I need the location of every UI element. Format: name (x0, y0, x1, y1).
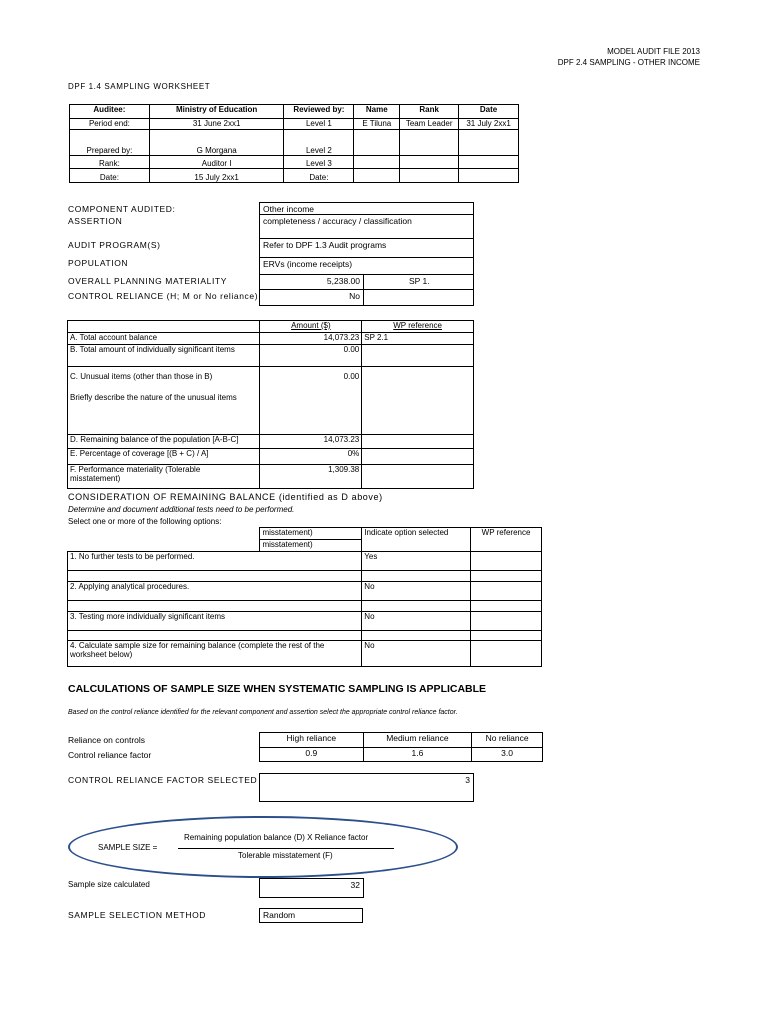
info-cell (459, 169, 519, 183)
consideration-sub2: Select one or more of the following options: (68, 517, 222, 526)
info-cell: Level 3 (284, 156, 354, 169)
info-header-auditee: Auditee: (70, 105, 150, 119)
options-spacer (68, 571, 362, 582)
options-spacer (68, 631, 362, 641)
options-spacer (471, 571, 542, 582)
formula-lhs: SAMPLE SIZE = (98, 843, 158, 852)
row-a-ref: SP 2.1 (362, 333, 474, 345)
info-cell (354, 169, 400, 183)
selection-method-value: Random (259, 908, 363, 923)
label-population: POPULATION (68, 258, 129, 268)
info-cell (400, 156, 459, 169)
row-b-ref (362, 345, 474, 367)
formula-denominator: Tolerable misstatement (F) (238, 851, 333, 860)
row-e-label: E. Percentage of coverage [(B + C) / A] (68, 449, 260, 465)
row-f-ref (362, 465, 474, 489)
row-c-ref (362, 367, 474, 435)
row-c-label (68, 367, 260, 435)
row-d-label: D. Remaining balance of the population [A-B-C] (68, 435, 260, 449)
reliance-value: No (259, 289, 364, 306)
info-cell (459, 130, 519, 156)
options-blank (68, 540, 260, 552)
indicate-header: Indicate option selected (362, 528, 471, 552)
amount-header: Amount ($) (260, 321, 362, 333)
label-assertion: ASSERTION (68, 216, 123, 226)
option-4-line2: worksheet below) (70, 650, 133, 659)
selection-method-label: SAMPLE SELECTION METHOD (68, 910, 207, 920)
option-3-label: 3. Testing more individually significant items (68, 612, 362, 631)
factor-selected-label: CONTROL RELIANCE FACTOR SELECTED (68, 775, 258, 785)
info-cell (459, 156, 519, 169)
sample-size-label: Sample size calculated (68, 880, 150, 889)
info-cell: 31 July 2xx1 (459, 119, 519, 130)
option-2-label: 2. Applying analytical procedures. (68, 582, 362, 601)
options-spacer (471, 631, 542, 641)
misstatement-cell-1: misstatement) (260, 528, 362, 540)
row-c-desc: Briefly describe the nature of the unusual items (70, 393, 237, 402)
materiality-value: 5,238.00 (259, 274, 364, 290)
option-1-label: 1. No further tests to be performed. (68, 552, 362, 571)
balance-table (67, 320, 474, 489)
no-reliance-header: No reliance (472, 733, 543, 748)
info-cell: 15 July 2xx1 (149, 169, 284, 183)
label-control-reliance: CONTROL RELIANCE (H; M or No reliance) (68, 291, 259, 301)
info-cell: Date: (284, 169, 354, 183)
row-b-label: B. Total amount of individually significant items (68, 345, 260, 367)
sample-size-value: 32 (259, 878, 364, 898)
formula-divider (178, 848, 394, 849)
info-cell (354, 130, 400, 156)
component-value: Other income (259, 202, 474, 215)
option-4-value: No (362, 641, 471, 667)
row-f-line2: misstatement) (70, 474, 121, 483)
label-component-audited: COMPONENT AUDITED: (68, 204, 176, 214)
info-cell (400, 169, 459, 183)
options-table (67, 527, 542, 667)
info-header-date: Date (459, 105, 519, 119)
option-4-line1: 4. Calculate sample size for remaining balance (complete the rest of the (70, 641, 325, 650)
assertion-value: completeness / accuracy / classification (259, 214, 474, 239)
option-2-ref (471, 582, 542, 601)
row-a-value: 14,073.23 (260, 333, 362, 345)
info-cell: 31 June 2xx1 (149, 119, 284, 130)
no-reliance-value: 3.0 (472, 748, 543, 762)
info-cell: Prepared by: (70, 130, 150, 156)
high-reliance-value: 0.9 (260, 748, 364, 762)
row-f-value: 1,309.38 (260, 465, 362, 489)
calc-note: Based on the control reliance identified for the relevant component and assertion select the appropriate control reliance factor. (68, 709, 458, 716)
row-c-text: C. Unusual items (other than those in B) (70, 372, 213, 381)
info-header-rank: Rank (400, 105, 459, 119)
option-2-value: No (362, 582, 471, 601)
page-title: DPF 1.4 SAMPLING WORKSHEET (68, 82, 211, 91)
info-cell (354, 156, 400, 169)
medium-reliance-value: 1.6 (363, 748, 472, 762)
reliance-on-controls-label: Reliance on controls (68, 735, 146, 745)
wp-ref-header: WP reference (362, 321, 474, 333)
options-spacer (68, 601, 362, 612)
options-spacer (362, 571, 471, 582)
info-cell: G Morgana (149, 130, 284, 156)
audit-program-value: Refer to DPF 1.3 Audit programs (259, 238, 474, 258)
header-file-title: MODEL AUDIT FILE 2013 (607, 47, 700, 56)
option-1-ref (471, 552, 542, 571)
calc-heading: CALCULATIONS OF SAMPLE SIZE WHEN SYSTEMATIC SAMPLING IS APPLICABLE (68, 683, 487, 695)
row-d-ref (362, 435, 474, 449)
option-1-value: Yes (362, 552, 471, 571)
materiality-ref: SP 1. (363, 274, 474, 290)
option-3-value: No (362, 612, 471, 631)
options-spacer (362, 631, 471, 641)
options-blank (68, 528, 260, 540)
label-audit-programs: AUDIT PROGRAM(S) (68, 240, 161, 250)
reliance-factor-label: Control reliance factor (68, 750, 152, 760)
option-4-label (68, 641, 362, 667)
factor-selected-value: 3 (259, 773, 474, 802)
info-cell: Level 2 (284, 130, 354, 156)
info-header-reviewed: Reviewed by: (284, 105, 354, 119)
balance-blank (68, 321, 260, 333)
header-section-title: DPF 2.4 SAMPLING - OTHER INCOME (557, 58, 700, 67)
info-cell (400, 130, 459, 156)
options-spacer (362, 601, 471, 612)
info-cell: E Tiluna (354, 119, 400, 130)
row-b-value: 0.00 (260, 345, 362, 367)
row-e-ref (362, 449, 474, 465)
reliance-empty (363, 289, 474, 306)
medium-reliance-header: Medium reliance (363, 733, 472, 748)
info-table (69, 104, 519, 183)
consideration-heading: CONSIDERATION OF REMAINING BALANCE (identified as D above) (68, 492, 383, 502)
info-cell: Date: (70, 169, 150, 183)
population-value: ERVs (income receipts) (259, 257, 474, 275)
row-c-value (260, 367, 362, 435)
info-cell: Team Leader (400, 119, 459, 130)
info-header-ministry: Ministry of Education (149, 105, 284, 119)
info-header-name: Name (354, 105, 400, 119)
row-f-label (68, 465, 260, 489)
option-4-ref (471, 641, 542, 667)
row-a-label: A. Total account balance (68, 333, 260, 345)
option-3-ref (471, 612, 542, 631)
formula-numerator: Remaining population balance (D) X Reliance factor (184, 833, 369, 842)
misstatement-cell-2: misstatement) (260, 540, 362, 552)
reliance-factor-table (259, 732, 543, 762)
info-cell: Period end: (70, 119, 150, 130)
wp-ref-header-2: WP reference (471, 528, 542, 552)
high-reliance-header: High reliance (260, 733, 364, 748)
info-cell: Level 1 (284, 119, 354, 130)
consideration-sub1: Determine and document additional tests need to be performed. (68, 505, 295, 514)
label-planning-materiality: OVERALL PLANNING MATERIALITY (68, 276, 227, 286)
row-c-amount: 0.00 (343, 372, 360, 381)
row-f-line1: F. Performance materiality (Tolerable (70, 465, 201, 474)
row-d-value: 14,073.23 (260, 435, 362, 449)
info-cell: Auditor I (149, 156, 284, 169)
info-cell: Rank: (70, 156, 150, 169)
row-e-value: 0% (260, 449, 362, 465)
options-spacer (471, 601, 542, 612)
